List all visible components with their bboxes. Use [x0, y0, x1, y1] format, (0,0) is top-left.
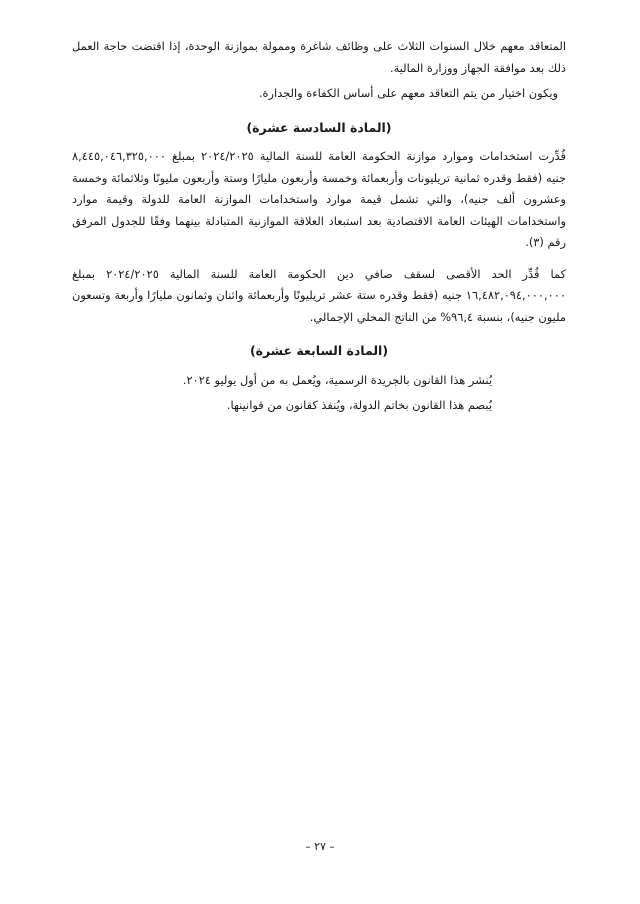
article-16-heading	[72, 117, 566, 139]
article-17-line-2: يُبصم هذا القانون بخاتم الدولة، ويُنفذ كقانون من قوانينها.	[226, 398, 492, 412]
article-16-paragraph-2: كما قُدِّر الحد الأقصى لسقف صافي دين الحكومة العامة للسنة المالية ٢٠٢٤/٢٠٢٥ بمبلغ ١٦,٤٨٢,٠٩٤,٠٠٠,٠٠٠ جنيه (فقط وقدره ستة عشر تريليونًا وأربعمائة واثنان وثمانون مليارًا وأربعة وتسعون مليون جنيه)، بنسبة ٩٦,٤% من الناتج المحلي الإجمالي.	[72, 266, 566, 324]
article-16-heading-text: (المادة السادسة عشرة)	[246, 119, 392, 135]
page-number: – ٢٧ –	[305, 840, 335, 853]
document-page	[72, 36, 566, 417]
intro-paragraph-2: ويكون اختيار من يتم التعاقد معهم على أساس الكفاءة والجدارة.	[258, 86, 558, 100]
article-17-line-1: يُنشر هذا القانون بالجريدة الرسمية، ويُعمل به من أول يوليو ٢٠٢٤.	[182, 372, 492, 387]
article-16-paragraph-1: قُدِّرت استخدامات وموارد موازنة الحكومة العامة للسنة المالية ٢٠٢٤/٢٠٢٥ بمبلغ ٨,٤٤٥,٠٤٦,٣٢٥,٠٠٠ جنيه (فقط وقدره ثمانية تريليونات وأربعمائة وخمسة وأربعون مليارًا وستة وأربعون مليونًا وثلاثمائة وخمسة وعشرون ألف جنيه)، والتي تشمل قيمة موارد واستخدامات الموازنة العامة للدولة وقيمة موارد واستخدامات الهيئات العامة الاقتصادية بعد استبعاد العلاقة الموازنية المتبادلة بينهما وفقًا للجدول المرفق رقم (٣).	[72, 149, 566, 249]
intro-paragraph: المتعاقد معهم خلال السنوات الثلاث على وظائف شاغرة وممولة بموازنة الوحدة، إذا اقتضت حاجة العمل ذلك بعد موافقة الجهاز ووزارة المالية.	[72, 39, 566, 75]
article-17-heading-text: (المادة السابعة عشرة)	[249, 343, 389, 358]
article-17-heading	[72, 340, 566, 362]
